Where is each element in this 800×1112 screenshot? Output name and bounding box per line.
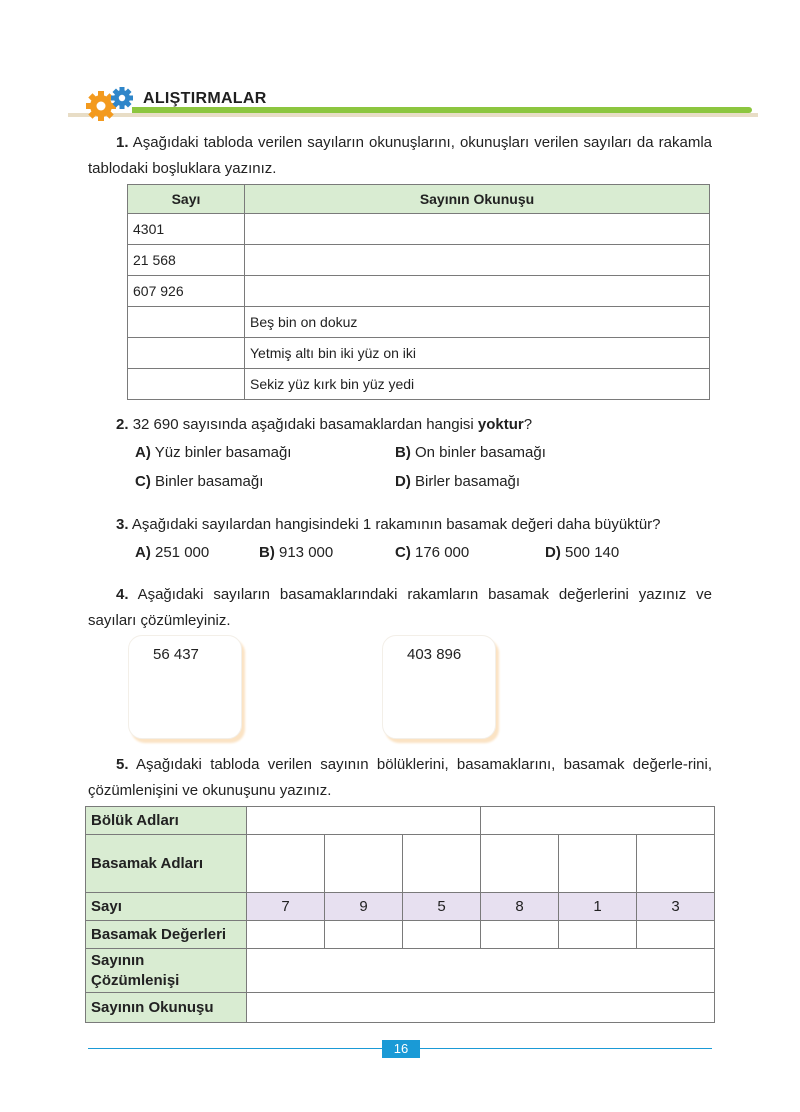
- option-c[interactable]: C) 176 000: [395, 544, 470, 561]
- question-2: [116, 412, 716, 438]
- question-text: Aşağıdaki tabloda verilen sayının bölüklerini, basamaklarını, basamak değerle-rini, çözümlenişini ve okunuşunu yazınız.: [88, 756, 712, 799]
- place-value-table: [85, 806, 715, 1023]
- question-text-end: ?: [523, 416, 533, 433]
- table-row: [128, 276, 710, 307]
- question-text: Aşağıdaki sayıların basamaklarındaki rakamların basamak değerlerini yazınız ve sayıları çözümleyiniz.: [88, 586, 713, 629]
- question-4: [88, 582, 712, 634]
- answer-cell[interactable]: [128, 307, 245, 338]
- answer-box[interactable]: [128, 635, 242, 739]
- option-b[interactable]: B) 913 000: [259, 544, 334, 561]
- table-cell: Beş bin on dokuz: [245, 307, 710, 338]
- option-a[interactable]: A) Yüz binler basamağı: [135, 444, 292, 461]
- option-a[interactable]: A) 251 000: [135, 544, 210, 561]
- table-row: [86, 835, 715, 893]
- row-label-boluk: Bölük Adları: [86, 807, 247, 835]
- question-5: [88, 752, 712, 804]
- question-number: 3.: [116, 516, 129, 533]
- box-number: 56 437: [153, 646, 199, 663]
- section-title: ALIŞTIRMALAR: [143, 90, 267, 107]
- question-number: 4.: [116, 586, 129, 603]
- table-row: [86, 993, 715, 1023]
- option-b[interactable]: B) On binler basamağı: [395, 444, 546, 461]
- row-label-okunus: Sayının Okunuşu: [86, 993, 247, 1023]
- question-text: 32 690 sayısında aşağıdaki basamaklardan hangisi: [132, 416, 478, 433]
- table-row: [128, 214, 710, 245]
- box-number: 403 896: [407, 646, 462, 663]
- digit-cell: 8: [481, 893, 559, 921]
- question-emphasis: yoktur: [477, 416, 524, 433]
- question-text: Aşağıdaki tabloda verilen sayıların okunuşlarını, okunuşları verilen sayıları da rakamla tablodaki boşluklara yazınız.: [88, 134, 712, 177]
- answer-cell[interactable]: [247, 949, 715, 993]
- table-row: [86, 921, 715, 949]
- answer-cell[interactable]: [481, 921, 559, 949]
- answer-cell[interactable]: [245, 276, 710, 307]
- answer-cell[interactable]: [559, 835, 637, 893]
- column-header-sayi: Sayı: [128, 185, 245, 214]
- table-row: [128, 307, 710, 338]
- answer-cell[interactable]: [325, 921, 403, 949]
- row-label-cozumlenis: Sayının Çözümlenişi: [86, 949, 247, 993]
- question-1: [88, 130, 712, 182]
- answer-cell[interactable]: [245, 245, 710, 276]
- row-label-degerler: Basamak Değerleri: [86, 921, 247, 949]
- option-d[interactable]: D) Birler basamağı: [395, 473, 521, 490]
- answer-cell[interactable]: [481, 835, 559, 893]
- answer-cell[interactable]: [325, 835, 403, 893]
- digit-cell: 5: [403, 893, 481, 921]
- question-number: 1.: [116, 134, 129, 151]
- answer-cell[interactable]: [559, 921, 637, 949]
- answer-cell[interactable]: [247, 835, 325, 893]
- table-cell: Sekiz yüz kırk bin yüz yedi: [245, 369, 710, 400]
- digit-cell: 9: [325, 893, 403, 921]
- table-cell: 21 568: [128, 245, 245, 276]
- answer-cell[interactable]: [403, 835, 481, 893]
- digit-cell: 1: [559, 893, 637, 921]
- answer-cell[interactable]: [245, 214, 710, 245]
- table-row: [128, 369, 710, 400]
- answer-cell[interactable]: [637, 835, 715, 893]
- table-cell: Yetmiş altı bin iki yüz on iki: [245, 338, 710, 369]
- question-number: 5.: [116, 756, 129, 773]
- answer-cell[interactable]: [247, 807, 481, 835]
- reading-table: [127, 184, 710, 400]
- table-row: [86, 807, 715, 835]
- answer-cell[interactable]: [403, 921, 481, 949]
- table-row: [128, 338, 710, 369]
- digit-cell: 7: [247, 893, 325, 921]
- row-label-basamak: Basamak Adları: [86, 835, 247, 893]
- answer-cell[interactable]: [128, 338, 245, 369]
- question-3: [116, 512, 726, 538]
- row-label-sayi: Sayı: [86, 893, 247, 921]
- column-header-okunus: Sayının Okunuşu: [245, 185, 710, 214]
- option-d[interactable]: D) 500 140: [545, 544, 620, 561]
- option-c[interactable]: C) Binler basamağı: [135, 473, 264, 490]
- answer-cell[interactable]: [481, 807, 715, 835]
- answer-cell[interactable]: [637, 921, 715, 949]
- table-row: [128, 245, 710, 276]
- answer-box[interactable]: [382, 635, 496, 739]
- answer-cell[interactable]: [247, 993, 715, 1023]
- gears-icon: [85, 86, 137, 122]
- header-underline-beige: [68, 113, 758, 117]
- table-row: [86, 893, 715, 921]
- answer-cell[interactable]: [247, 921, 325, 949]
- answer-cell[interactable]: [128, 369, 245, 400]
- question-text: Aşağıdaki sayılardan hangisindeki 1 rakamının basamak değeri daha büyüktür?: [131, 516, 661, 533]
- table-row: [86, 949, 715, 993]
- table-cell: 607 926: [128, 276, 245, 307]
- page-number: 16: [382, 1040, 420, 1058]
- table-cell: 4301: [128, 214, 245, 245]
- digit-cell: 3: [637, 893, 715, 921]
- question-number: 2.: [116, 416, 129, 433]
